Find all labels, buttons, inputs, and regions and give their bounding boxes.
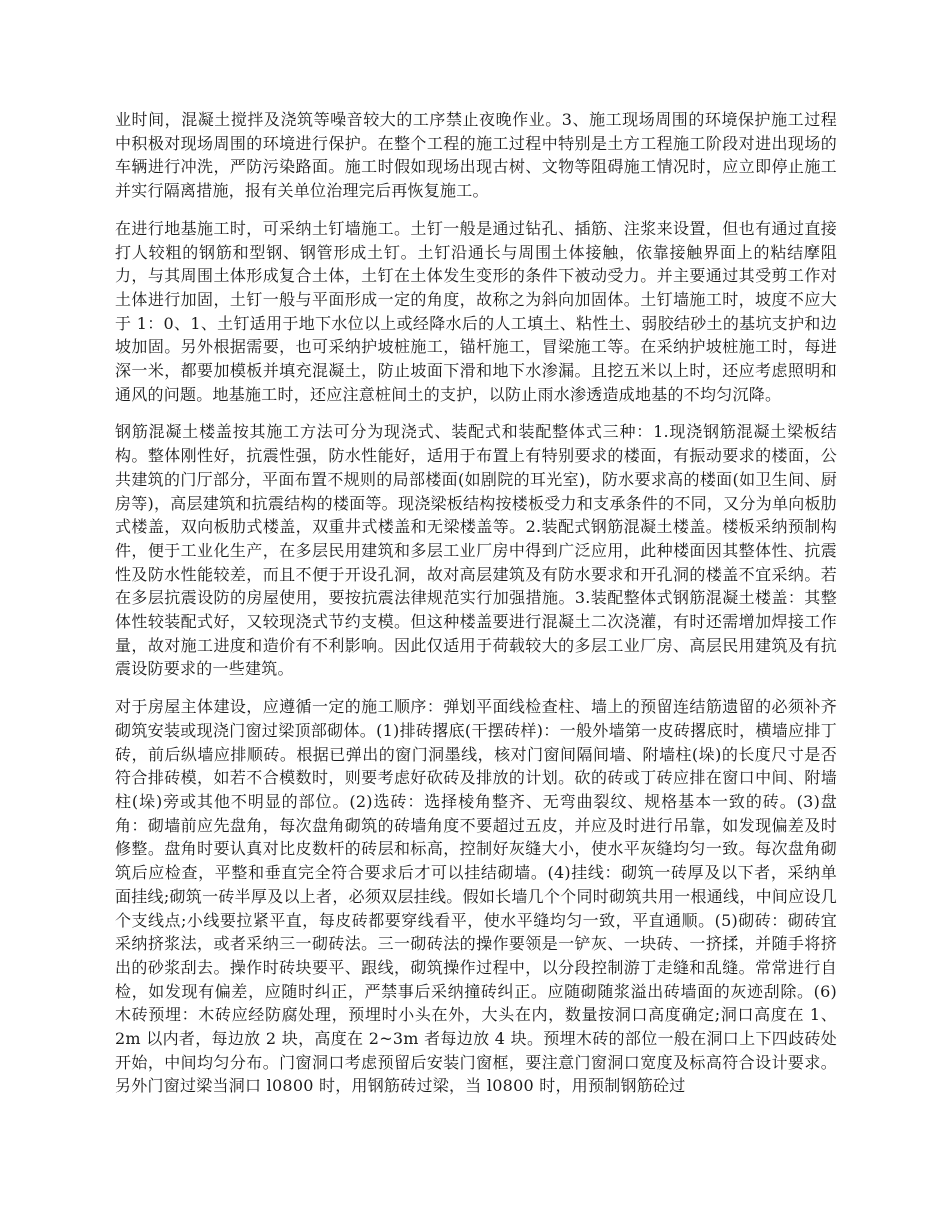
document-body bbox=[115, 108, 837, 1112]
paragraph-masonry-sequence: 对于房屋主体建设，应遵循一定的施工顺序：弹划平面线检查柱、墙上的预留连结筋遗留的必须补齐砌筑安装或现浇门窗过梁顶部砌体。(1)排砖撂底(干摆砖样)：一般外墙第一皮砖撂底时，横墙应排丁砖，前后纵墙应排顺砖。根据已弹出的窗门洞墨线，核对门窗间隔间墙、附墙柱(垛)的长度尺寸是否符合排砖模，如若不合模数时，则要考虑好砍砖及排放的计划。砍的砖或丁砖应排在窗口中间、附墙柱(垛)旁或其他不明显的部位。(2)选砖：选择棱角整齐、无弯曲裂纹、规格基本一致的砖。(3)盘角：砌墙前应先盘角，每次盘角砌筑的砖墙角度不要超过五皮，并应及时进行吊靠，如发现偏差及时修整。盘角时要认真对比皮数杆的砖层和标高，控制好灰缝大小，使水平灰缝均匀一致。每次盘角砌筑后应检查，平整和垂直完全符合要求后才可以挂结砌墙。(4)挂线：砌筑一砖厚及以下者，采纳单面挂线;砌筑一砖半厚及以上者，必须双层挂线。假如长墙几个个同时砌筑共用一根通线，中间应设几个支线点;小线要拉紧平直，每皮砖都要穿线看平，使水平缝均匀一致，平直通顺。(5)砌砖：砌砖宜采纳挤浆法，或者采纳三一砌砖法。三一砌砖法的操作要领是一铲灰、一块砖、一挤揉，并随手将挤出的砂浆刮去。操作时砖块要平、跟线，砌筑操作过程中，以分段控制游丁走缝和乱缝。常常进行自检，如发现有偏差，应随时纠正，严禁事后采纳撞砖纠正。应随砌随浆溢出砖墙面的灰迹刮除。(6)木砖预埋：木砖应经防腐处理，预埋时小头在外，大头在内，数量按洞口高度确定;洞口高度在 1、2m 以内者，每边放 2 块，高度在 2~3m 者每边放 4 块。预埋木砖的部位一般在洞口上下四歧砖处开始，中间均匀分布。门窗洞口考虑预留后安装门窗框，要注意门窗洞口宽度及标高符合设计要求。另外门窗过梁当洞口 l0800 时，用钢筋砖过梁，当 l0800 时，用预制钢筋砼过 bbox=[115, 697, 837, 1096]
paragraph-foundation-construction: 在进行地基施工时，可采纳土钉墙施工。土钉一般是通过钻孔、插筋、注浆来设置，但也有通过直接打人较粗的钢筋和型钢、钢管形成土钉。土钉沿通长与周围土体接触，依靠接触界面上的粘结摩阻力，与其周围土体形成复合土体，土钉在土体发生变形的条件下被动受力。并主要通过其受剪工作对土体进行加固，土钉一般与平面形成一定的角度，故称之为斜向加固体。土钉墙施工时，坡度不应大于 1：0、1、土钉适用于地下水位以上或经降水后的人工填土、粘性土、弱胶结砂土的基坑支护和边坡加固。另外根据需要，也可采纳护坡桩施工，锚杆施工，冒梁施工等。在采纳护坡桩施工时，每进深一米，都要加模板并填充混凝土，防止坡面下滑和地下水渗漏。且挖五米以上时，还应考虑照明和通风的问题。地基施工时，还应注意桩间土的支护，以防止雨水渗透造成地基的不均匀沉降。 bbox=[115, 218, 837, 404]
paragraph-environmental-protection: 业时间，混凝土搅拌及浇筑等噪音较大的工序禁止夜晚作业。3、施工现场周围的环境保护施工过程中积极对现场周围的环境进行保护。在整个工程的施工过程中特别是土方工程施工阶段对进出现场的车辆进行冲洗，严防污染路面。施工时假如现场出现古树、文物等阻碍施工情况时，应立即停止施工并实行隔离措施，报有关单位治理完后再恢复施工。 bbox=[115, 110, 837, 201]
paragraph-floor-slab-types: 钢筋混凝土楼盖按其施工方法可分为现浇式、装配式和装配整体式三种：1.现浇钢筋混凝土梁板结构。整体刚性好，抗震性强，防水性能好，适用于布置上有特别要求的楼面，有振动要求的楼面，公共建筑的门厅部分，平面布置不规则的局部楼面(如剧院的耳光室)，防水要求高的楼面(如卫生间、厨房等)，高层建筑和抗震结构的楼面等。现浇梁板结构按楼板受力和支承条件的不同，又分为单向板肋式楼盖，双向板肋式楼盖，双重井式楼盖和无梁楼盖等。2.装配式钢筋混凝土楼盖。楼板采纳预制构件，便于工业化生产，在多层民用建筑和多层工业厂房中得到广泛应用，此种楼面因其整体性、抗震性及防水性能较差，而且不便于开设孔洞，故对高层建筑及有防水要求和开孔洞的楼盖不宜采纳。若在多层抗震设防的房屋使用，要按抗震法律规范实行加强措施。3.装配整体式钢筋混凝土楼盖：其整体性较装配式好，又较现浇式节约支模。但这种楼盖要进行混凝土二次浇灌，有时还需增加焊接工作量，故对施工进度和造价有不利影响。因此仅适用于荷载较大的多层工业厂房、高层民用建筑及有抗震设防要求的一些建筑。 bbox=[115, 422, 837, 679]
